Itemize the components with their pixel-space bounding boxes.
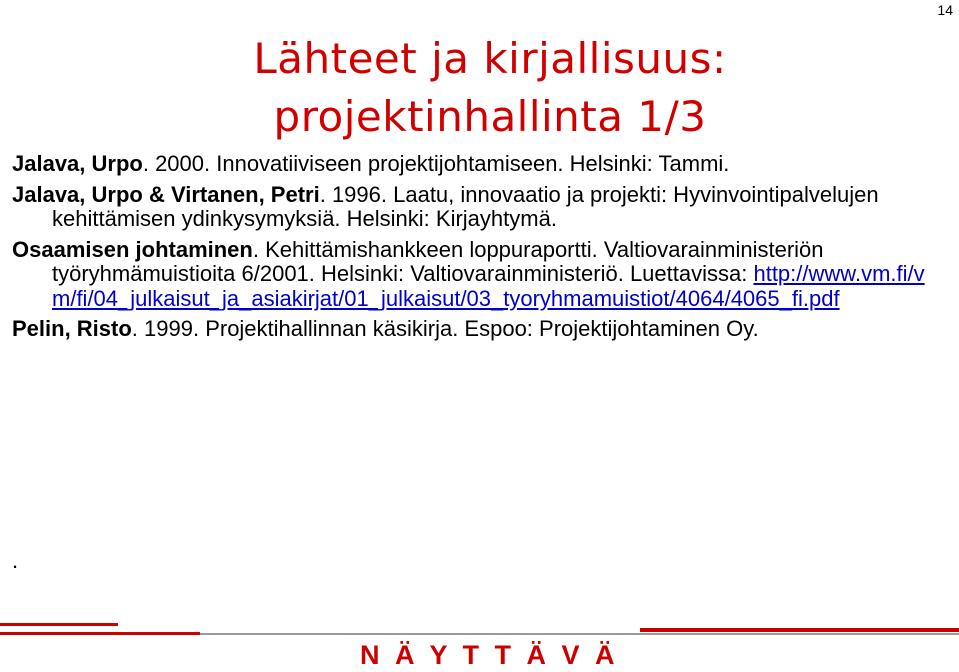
title-line-1: Lähteet ja kirjallisuus: [253,34,727,84]
reference-author: Jalava, Urpo [12,151,143,176]
title-line-2: projektinhallinta 1/3 [273,92,707,142]
reference-item [12,238,942,312]
reference-item [12,317,942,342]
footer-rule [200,633,959,635]
reference-details: . Kehittämishankkeen loppuraportti. Valtiovarainministeriön työryhmämuistioita 6/2001. Helsinki: Valtiovarainministeriö. Luettavissa: [52,236,824,286]
page-number: 14 [937,2,953,18]
footer-rule [640,628,959,632]
reference-author: Pelin, Risto [12,316,132,341]
footer-rule [0,632,200,635]
footer-brand-wordmark: N Ä Y T T Ä V Ä [360,640,619,670]
reference-author: Osaamisen johtaminen [12,236,253,262]
reference-item [12,152,942,177]
reference-list [12,152,942,348]
reference-author: Jalava, Urpo & Virtanen, Petri [12,181,320,207]
slide-title [60,30,920,146]
reference-details: . 1996. Laatu, innovaatio ja projekti: Hyvinvointipalvelujen kehittämisen ydinkysymyksiä. Helsinki: Kirjayhtymä. [52,181,879,231]
reference-link[interactable]: http://www.vm.fi/vm/fi/04_julkaisut_ja_asiakirjat/01_julkaisut/03_tyoryhmamuistiot/4064/4065_fi.pdf [52,261,925,311]
reference-item [12,183,942,232]
reference-details: . 2000. Innovatiiviseen projektijohtamiseen. Helsinki: Tammi. [142,151,730,176]
reference-details: . 1999. Projektihallinnan käsikirja. Espoo: Projektijohtaminen Oy. [131,316,759,341]
stray-dot: . [12,548,19,573]
footer-rule [0,623,118,626]
